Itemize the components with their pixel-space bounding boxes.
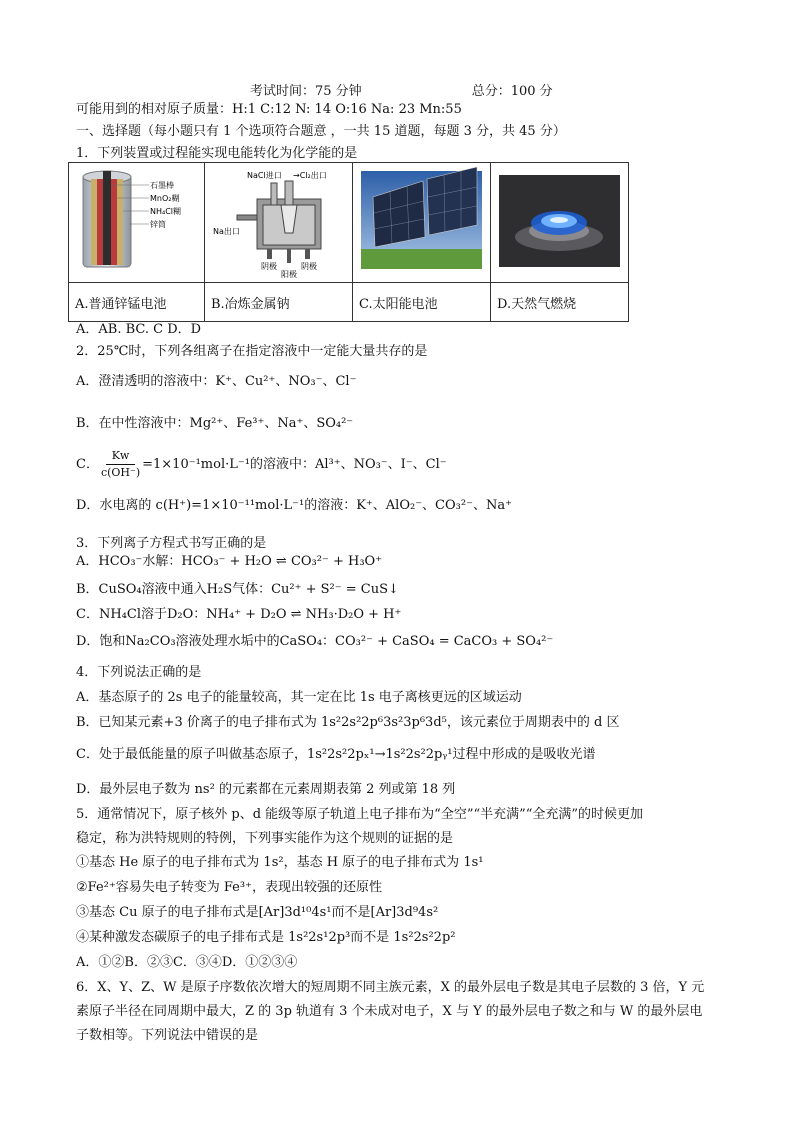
battery-image bbox=[69, 163, 205, 283]
q5-item-2: ②Fe²⁺容易失电子转变为 Fe³⁺，表现出较强的还原性 bbox=[76, 880, 382, 895]
sodium-electrolysis-diagram bbox=[205, 163, 352, 278]
q2-c-rest: =1×10⁻¹mol·L⁻¹的溶液中：Al³⁺、NO₃⁻、I⁻、Cl⁻ bbox=[142, 456, 447, 472]
exam-header bbox=[250, 80, 553, 99]
q1-options: A．AB. BC. C D．D bbox=[76, 322, 202, 337]
q1-caption-b: B.冶炼金属钠 bbox=[205, 283, 353, 322]
gas-burner-image bbox=[491, 163, 629, 283]
q1-caption-c: C.太阳能电池 bbox=[353, 283, 491, 322]
q5-item-4: ④某种激发态碳原子的电子排布式是 1s²2s¹2p³而不是 1s²2s²2p² bbox=[76, 930, 456, 945]
q2-stem: 2．25℃时，下列各组离子在指定溶液中一定能大量共存的是 bbox=[76, 344, 428, 359]
q3-option-d: D．饱和Na₂CO₃溶液处理水垢中的CaSO₄：CO₃²⁻ + CaSO₄ = CaCO₃ + SO₄²⁻ bbox=[76, 634, 554, 649]
q3-stem: 3．下列离子方程式书写正确的是 bbox=[76, 536, 267, 551]
q6-line1: 6．X、Y、Z、W 是原子序数依次增大的短周期不同主族元素，X 的最外层电子数是其电子层数的 3 倍，Y 元 bbox=[76, 980, 705, 995]
label-cathode-1: 阴极 bbox=[261, 262, 277, 271]
kw-fraction bbox=[101, 448, 140, 481]
battery-label-nh4cl: NH₄Cl糊 bbox=[150, 207, 182, 216]
q2-option-d: D．水电离的 c(H⁺)=1×10⁻¹¹mol·L⁻¹的溶液：K⁺、AlO₂⁻、CO₃²⁻、Na⁺ bbox=[76, 498, 512, 513]
q4-option-c: C．处于最低能量的原子叫做基态原子，1s²2s²2pₓ¹→1s²2s²2pᵧ¹过程中形成的是吸收光谱 bbox=[76, 747, 596, 762]
q4-option-d: D．最外层电子数为 ns² 的元素都在元素周期表第 2 列或第 18 列 bbox=[76, 782, 456, 797]
fraction-denominator: c(OH⁻) bbox=[100, 466, 141, 479]
q4-option-b: B．已知某元素+3 价离子的电子排布式为 1s²2s²2p⁶3s²3p⁶3d⁵，该元素位于周期表中的 d 区 bbox=[76, 715, 620, 730]
label-anode: 阳极 bbox=[281, 270, 297, 278]
fraction-numerator: Kw bbox=[106, 448, 136, 465]
section-title: 一、选择题（每小题只有 1 个选项符合题意 ，一共 15 道题，每题 3 分，共 45 分） bbox=[76, 124, 566, 139]
q4-stem: 4．下列说法正确的是 bbox=[76, 665, 202, 680]
q5-item-3: ③基态 Cu 原子的电子排布式是[Ar]3d¹⁰4s¹而不是[Ar]3d⁹4s² bbox=[76, 905, 439, 920]
q6-line2: 素原子半径在同周期中最大，Z 的 3p 轨道有 3 个未成对电子，X 与 Y 的最外层电子数之和与 W 的最外层电 bbox=[76, 1004, 703, 1019]
q3-option-a: A．HCO₃⁻水解：HCO₃⁻ + H₂O ⇌ CO₃²⁻ + H₃O⁺ bbox=[76, 554, 383, 569]
battery-label-mno2: MnO₂糊 bbox=[150, 194, 180, 203]
q6-line3: 子数相等。下列说法中错误的是 bbox=[76, 1028, 259, 1043]
q2-option-a: A．澄清透明的溶液中：K⁺、Cu²⁺、NO₃⁻、Cl⁻ bbox=[76, 374, 357, 389]
zinc-manganese-battery-diagram bbox=[69, 163, 204, 278]
q3-option-c: C．NH₄Cl溶于D₂O：NH₄⁺ + D₂O ⇌ NH₃·D₂O + H⁺ bbox=[76, 607, 402, 622]
solar-panel-image bbox=[353, 163, 491, 283]
q1-caption-d: D.天然气燃烧 bbox=[491, 283, 629, 322]
q5-stem-line1: 5．通常情况下，原子核外 p、d 能级等原子轨道上电子排布为“全空”“半充满”“全充满”的时候更加 bbox=[76, 807, 644, 822]
atomic-mass-line: 可能用到的相对原子质量：H:1 C:12 N: 14 O:16 Na: 23 Mn:55 bbox=[76, 102, 462, 117]
exam-time: 考试时间：75 分钟 bbox=[250, 84, 362, 99]
q2-option-c bbox=[76, 448, 447, 481]
q5-stem-line2: 稳定，称为洪特规则的特例，下列事实能作为这个规则的证据的是 bbox=[76, 831, 454, 846]
q5-item-1: ①基态 He 原子的电子排布式为 1s²，基态 H 原子的电子排布式为 1s¹ bbox=[76, 855, 484, 870]
q3-option-b: B．CuSO₄溶液中通入H₂S气体：Cu²⁺ + S²⁻ = CuS↓ bbox=[76, 582, 399, 597]
solar-panel-photo bbox=[353, 163, 490, 278]
q4-option-a: A．基态原子的 2s 电子的能量较高，其一定在比 1s 电子离核更远的区域运动 bbox=[76, 690, 522, 705]
exam-score: 总分：100 分 bbox=[471, 84, 553, 99]
q1-caption-a: A.普通锌锰电池 bbox=[69, 283, 205, 322]
battery-label-zinc: 锌筒 bbox=[150, 220, 166, 229]
q5-options: A．①②B．②③C．③④D．①②③④ bbox=[76, 955, 298, 970]
battery-label-graphite: 石墨棒 bbox=[150, 181, 174, 190]
q1-table bbox=[68, 162, 629, 322]
electrolysis-image bbox=[205, 163, 353, 283]
label-cl2-out: →Cl₂出口 bbox=[293, 171, 327, 180]
gas-burner-photo bbox=[491, 163, 628, 278]
q2-option-b: B．在中性溶液中：Mg²⁺、Fe³⁺、Na⁺、SO₄²⁻ bbox=[76, 416, 354, 431]
q1-stem: 1．下列装置或过程能实现电能转化为化学能的是 bbox=[76, 146, 358, 161]
q2-c-label: C． bbox=[76, 456, 99, 472]
label-cathode-2: 阴极 bbox=[301, 262, 317, 271]
label-nacl-in: NaCl进口 bbox=[247, 171, 282, 180]
label-na-out: Na出口 bbox=[213, 227, 240, 236]
